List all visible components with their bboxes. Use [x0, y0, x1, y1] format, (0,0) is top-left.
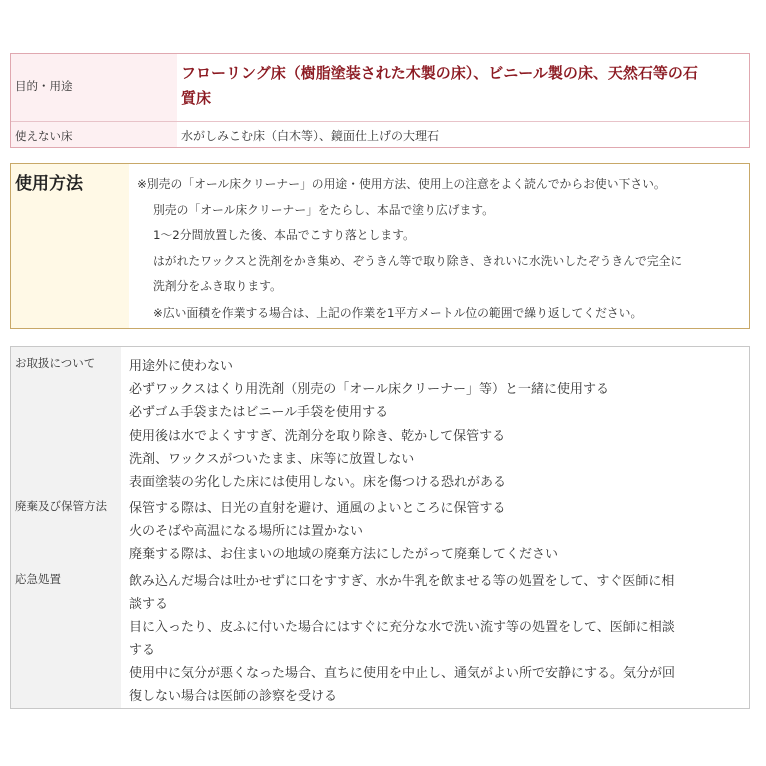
emergency-line: する — [129, 643, 156, 658]
cannot-label: 使えない床 — [15, 129, 73, 143]
handling-line: 表面塗装の劣化した床には使用しない。床を傷つける恐れがある — [129, 475, 507, 490]
row-divider — [11, 121, 749, 122]
usage-box — [10, 163, 750, 329]
handling-line: 必ずゴム手袋またはビニール手袋を使用する — [129, 405, 389, 420]
emergency-line: 目に入ったり、皮ふに付いた場合にはすぐに充分な水で洗い流す等の処置をして、医師に相談 — [129, 620, 675, 635]
emergency-line: 使用中に気分が悪くなった場合、直ちに使用を中止し、通気がよい所で安静にする。気分が回 — [129, 666, 676, 681]
usage-line: ※広い面積を作業する場合は、上記の作業を1平方メートル位の範囲で繰り返してください。 — [153, 306, 643, 320]
usage-line: 別売の「オール床クリーナー」をたらし、本品で塗り広げます。 — [153, 203, 494, 217]
handling-box — [10, 346, 750, 709]
handling-body — [121, 347, 749, 708]
handling-line: 必ずワックスはくり用洗剤（別売の「オール床クリーナー」等）と一緒に使用する — [129, 382, 609, 397]
usage-title: 使用方法 — [15, 174, 83, 194]
usage-line: はがれたワックスと洗剤をかき集め、ぞうきん等で取り除き、きれいに水洗いしたぞうきんで完全に — [153, 254, 683, 268]
handling-line: 用途外に使わない — [129, 359, 234, 374]
handling-line: 洗剤、ワックスがついたまま、床等に放置しない — [129, 452, 415, 467]
purpose-table — [10, 53, 750, 148]
usage-line: 1～2分間放置した後、本品でこすり落とします。 — [153, 228, 415, 242]
emergency-line: 復しない場合は医師の診察を受ける — [129, 689, 338, 704]
storage-line: 廃棄する際は、お住まいの地域の廃棄方法にしたがって廃棄してください — [129, 547, 559, 562]
purpose-line-2: 質床 — [181, 89, 212, 107]
cannot-value: 水がしみこむ床（白木等）、鏡面仕上げの大理石 — [181, 129, 440, 143]
handling-line: 使用後は水でよくすすぎ、洗剤分を取り除き、乾かして保管する — [129, 429, 506, 444]
emergency-line: 飲み込んだ場合は吐かせずに口をすすぎ、水か牛乳を飲ませる等の処置をして、すぐ医師に相 — [129, 574, 675, 589]
usage-body — [129, 164, 749, 328]
storage-line: 保管する際は、日光の直射を避け、通風のよいところに保管する — [129, 501, 506, 516]
storage-line: 火のそばや高温になる場所には置かない — [129, 524, 364, 539]
emergency-line: 談する — [129, 597, 169, 612]
purpose-value — [181, 61, 743, 111]
usage-line: 洗剤分をふき取ります。 — [153, 279, 282, 293]
purpose-label: 目的・用途 — [15, 79, 73, 93]
storage-label: 廃棄及び保管方法 — [15, 499, 107, 513]
purpose-line-1: フローリング床（樹脂塗装された木製の床）、ビニール製の床、天然石等の石 — [181, 64, 698, 82]
usage-line: ※別売の「オール床クリーナー」の用途・使用方法、使用上の注意をよく読んでからお使い下さい。 — [137, 177, 666, 191]
handling-label: お取扱について — [15, 356, 96, 370]
emergency-label: 応急処置 — [15, 572, 61, 586]
